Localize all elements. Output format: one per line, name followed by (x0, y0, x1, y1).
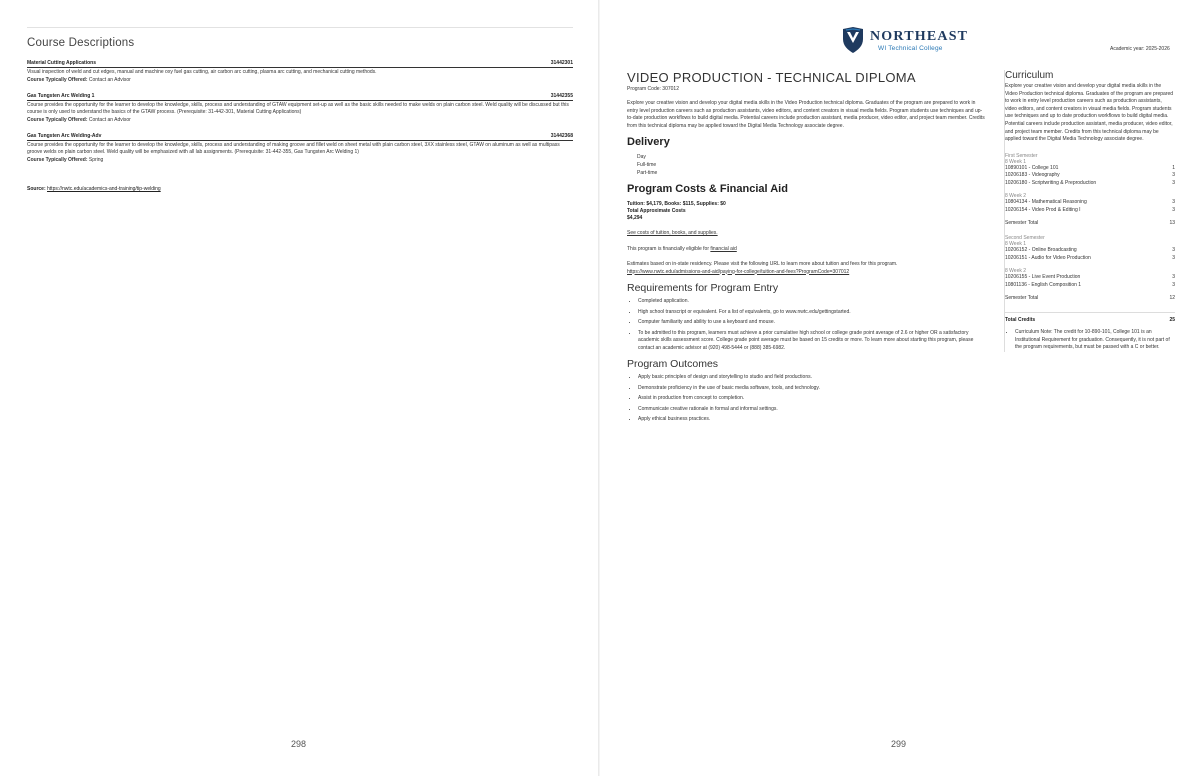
requirement-item: • To be admitted to this program, learners must achieve a prior cumulative high school or college grade point average of 2.6 or higher OR a satisfactory academic skills assessment score. College grade point average must be based on 15 credits or more. To learn more about starting this program, please contact an academic advisor at (920) 498-5444 or (888) 385-6982. (638, 330, 987, 353)
page-number: 298 (291, 739, 307, 749)
outcome-item: • Demonstrate proficiency in the use of basic media software, tools, and technology. (638, 385, 987, 393)
requirements-list (627, 298, 987, 352)
course-name: 10206155 - Live Event Production (1005, 274, 1081, 281)
requirement-item: • High school transcript or equivalent. For a list of equivalents, go to www.nwtc.edu/gettingstarted. (638, 309, 987, 317)
curriculum-sidebar (1004, 70, 1175, 352)
estimates-text: Estimates based on in-state residency. Please visit the following URL to learn more about tuition and fees for this program. (627, 261, 898, 267)
course-name: 10206152 - Online Broadcasting (1005, 247, 1077, 254)
costs-block (627, 201, 987, 222)
course-offered (27, 157, 573, 164)
offered-value: Contact an Advisor (88, 76, 131, 83)
delivery-item: Part-time (637, 170, 658, 176)
top-rule (27, 27, 573, 28)
course-list (27, 60, 573, 173)
curriculum-row (1005, 247, 1175, 255)
week-block (1005, 241, 1175, 262)
curriculum-description: Explore your creative vision and develop your digital media skills in the Video Production technical diploma. Graduates of the program are prepared to work in entry level production careers such as production assistants, video editors, and content creators in visual media fields. Program students use techniques and up to date production workflows to build digital media. Potential careers include production assistant, media producer, video editor, and project team member. Credits from this technical diploma may be applied toward the Digital Media Technology associate degree. (1005, 83, 1174, 143)
course-name: 10206183 - Videography (1005, 172, 1060, 179)
course-number: 31442301 (550, 60, 573, 66)
page-title: Course Descriptions (27, 37, 135, 49)
costs-line: Tuition: $4,179, Books: $115, Supplies: $0 (627, 201, 726, 207)
course-credits: 3 (1172, 199, 1175, 206)
costs-link-para (627, 230, 987, 238)
costs-link[interactable]: See costs of tuition, books, and supplies. (627, 230, 718, 236)
week-block (1005, 159, 1175, 188)
course-entry (27, 93, 573, 124)
course-entry (27, 133, 573, 164)
delivery-list (637, 153, 987, 177)
course-name: 10801136 - English Composition 1 (1005, 281, 1082, 288)
requirement-item: • Computer familiarity and ability to use a keyboard and mouse. (638, 319, 987, 327)
course-credits: 3 (1172, 274, 1175, 281)
semester-label: First Semester (1005, 152, 1038, 159)
course-number: 31442355 (550, 92, 573, 99)
page-number: 299 (891, 739, 907, 749)
curriculum-row (1005, 165, 1175, 173)
delivery-heading: Delivery (627, 136, 670, 148)
curriculum-row (1005, 274, 1175, 282)
offered-value: Spring (88, 156, 104, 163)
outcome-item: • Apply basic principles of design and storytelling to studio and field productions. (638, 374, 987, 382)
course-name: Gas Tungsten Arc Welding-Adv (27, 132, 102, 139)
program-title: VIDEO PRODUCTION - TECHNICAL DIPLOMA (627, 70, 916, 85)
page-right (600, 0, 1200, 776)
costs-total: $4,294 (627, 215, 643, 221)
semester-total-label: Semester Total (1005, 220, 1039, 227)
semester-block (1005, 235, 1175, 301)
logo-name: NORTHEAST (870, 29, 969, 44)
offered-label: Course Typically Offered: (27, 156, 88, 163)
course-offered (27, 117, 573, 124)
course-description: Visual inspection of weld and cut edges, manual and machine oxy fuel gas cutting, air carbon arc cutting, plasma arc cutting, and mechanical cutting methods. (27, 69, 377, 75)
outcomes-heading: Program Outcomes (627, 358, 719, 370)
course-credits: 3 (1172, 179, 1175, 186)
curriculum-row (1005, 255, 1175, 263)
course-description: Course provides the opportunity for the learner to develop the knowledge, skills, process and understanding of making groove and fillet weld on sheet metal with plain carbon steel, 3XX stainless steel, GTAW on aluminum as well as multipass groove welds on plain carbon steel. Weld quality will be emphasized with all lab assignments. (Prerequisite: 31-442-355, Gas Tungsten Arc Welding 1) (27, 141, 560, 155)
offered-value: Contact an Advisor (88, 116, 131, 123)
course-name: 10206151 - Audio for Video Production (1005, 254, 1091, 261)
program-code: Program Code: 307012 (627, 86, 679, 92)
costs-total-label: Total Approximate Costs (627, 208, 686, 214)
financial-aid-para (627, 246, 987, 254)
source-link[interactable]: https://nwtc.edu/academics-and-training/tip-welding (47, 186, 161, 192)
week-block (1005, 193, 1175, 214)
curriculum-note-list (1005, 329, 1175, 352)
college-logo (842, 27, 1022, 55)
shield-logo-icon (842, 27, 864, 53)
program-intro: Explore your creative vision and develop your digital media skills in the Video Production technical diploma. Graduates of the program are prepared to work in entry level production careers such as production assistants, video editors, and content creators in visual media fields. Program students use techniques and up-to-date production workflows to build digital media. Potential careers include production assistant, media producer, video editor, and project team member. Credits from this technical diploma may be applied toward the Digital Media Technology associate degree. (627, 100, 985, 129)
course-description: Course provides the opportunity for the learner to develop the knowledge, skills, process and understanding of GTAW equipment set-up as well as the basic skills needed to make welds on plain carbon steel. Weld quality will be discussed but this course is only used to understand the basics of the GTAW process. (Prerequisite: 31-442-301, Material Cutting Applications) (27, 101, 569, 115)
outcome-item: • Assist in production from concept to completion. (638, 395, 987, 403)
curriculum-row (1005, 172, 1175, 180)
course-name: 10804134 - Mathematical Reasoning (1005, 199, 1087, 206)
week-block (1005, 268, 1175, 289)
course-credits: 3 (1172, 206, 1175, 213)
curriculum-note: • Curriculum Note: The credit for 10-890-101, College 101 is an Institutional Requirement for graduation. Consequently, it is not part of the program requirements, but must be passed with a C or better. (1015, 329, 1175, 352)
course-number: 31442368 (550, 132, 573, 139)
delivery-item: Full-time (637, 162, 657, 168)
page-left (0, 0, 598, 776)
semester-total-label: Semester Total (1005, 295, 1039, 302)
curriculum-row (1005, 282, 1175, 290)
delivery-item: Day (637, 154, 646, 160)
course-credits: 3 (1172, 172, 1175, 179)
course-entry (27, 60, 573, 84)
semester-label: Second Semester (1005, 235, 1045, 242)
course-credits: 3 (1172, 247, 1175, 254)
requirements-heading: Requirements for Program Entry (627, 282, 779, 294)
course-credits: 3 (1172, 281, 1175, 288)
total-credits (1005, 312, 1175, 323)
course-credits: 3 (1172, 254, 1175, 261)
outcomes-list (627, 374, 987, 424)
logo-subtitle: WI Technical College (878, 45, 943, 52)
semester-total-value: 12 (1169, 295, 1175, 302)
outcome-item: • Communicate creative rationale in formal and informal settings. (638, 406, 987, 414)
source-line (27, 186, 161, 192)
curriculum-row (1005, 199, 1175, 207)
outcome-item: • Apply ethical business practices. (638, 416, 987, 424)
course-name: Material Cutting Applications (27, 60, 96, 66)
program-main (627, 70, 987, 427)
week-label: 8 Week 1 (1005, 241, 1027, 248)
curriculum-row (1005, 180, 1175, 188)
total-credits-label: Total Credits (1005, 317, 1036, 324)
requirement-item: • Completed application. (638, 298, 987, 306)
estimates-para (627, 261, 987, 276)
semester-total (1005, 220, 1175, 226)
curriculum-row (1005, 207, 1175, 215)
tuition-url-link[interactable]: https://www.nwtc.edu/admissions-and-aid/paying-for-college/tuition-and-fees?ProgramCode=307012 (627, 268, 850, 275)
curriculum-title: Curriculum (1005, 70, 1054, 81)
aid-text: This program is financially eligible for (627, 245, 709, 252)
course-header (27, 93, 573, 101)
course-credits: 1 (1172, 164, 1175, 171)
course-name: 10206180 - Scriptwriting & Preproduction (1005, 179, 1097, 186)
course-name: 10890101 - College 101 (1005, 164, 1059, 171)
financial-aid-link[interactable]: financial aid (710, 245, 737, 252)
academic-year: Academic year: 2025-2026 (1110, 46, 1170, 52)
course-header (27, 133, 573, 141)
source-label: Source: (27, 186, 46, 192)
semester-total-value: 13 (1169, 220, 1175, 227)
offered-label: Course Typically Offered: (27, 116, 88, 123)
course-name: Gas Tungsten Arc Welding 1 (27, 92, 95, 99)
semester-total (1005, 295, 1175, 301)
offered-label: Course Typically Offered: (27, 76, 88, 83)
course-header (27, 60, 573, 68)
course-name: 10206154 - Video Prod & Editing I (1005, 206, 1081, 213)
week-label: 8 Week 2 (1005, 193, 1027, 200)
total-credits-value: 25 (1169, 317, 1175, 324)
course-offered (27, 77, 573, 84)
week-label: 8 Week 2 (1005, 268, 1027, 275)
costs-heading: Program Costs & Financial Aid (627, 183, 788, 195)
week-label: 8 Week 1 (1005, 158, 1027, 165)
semester-block (1005, 153, 1175, 227)
